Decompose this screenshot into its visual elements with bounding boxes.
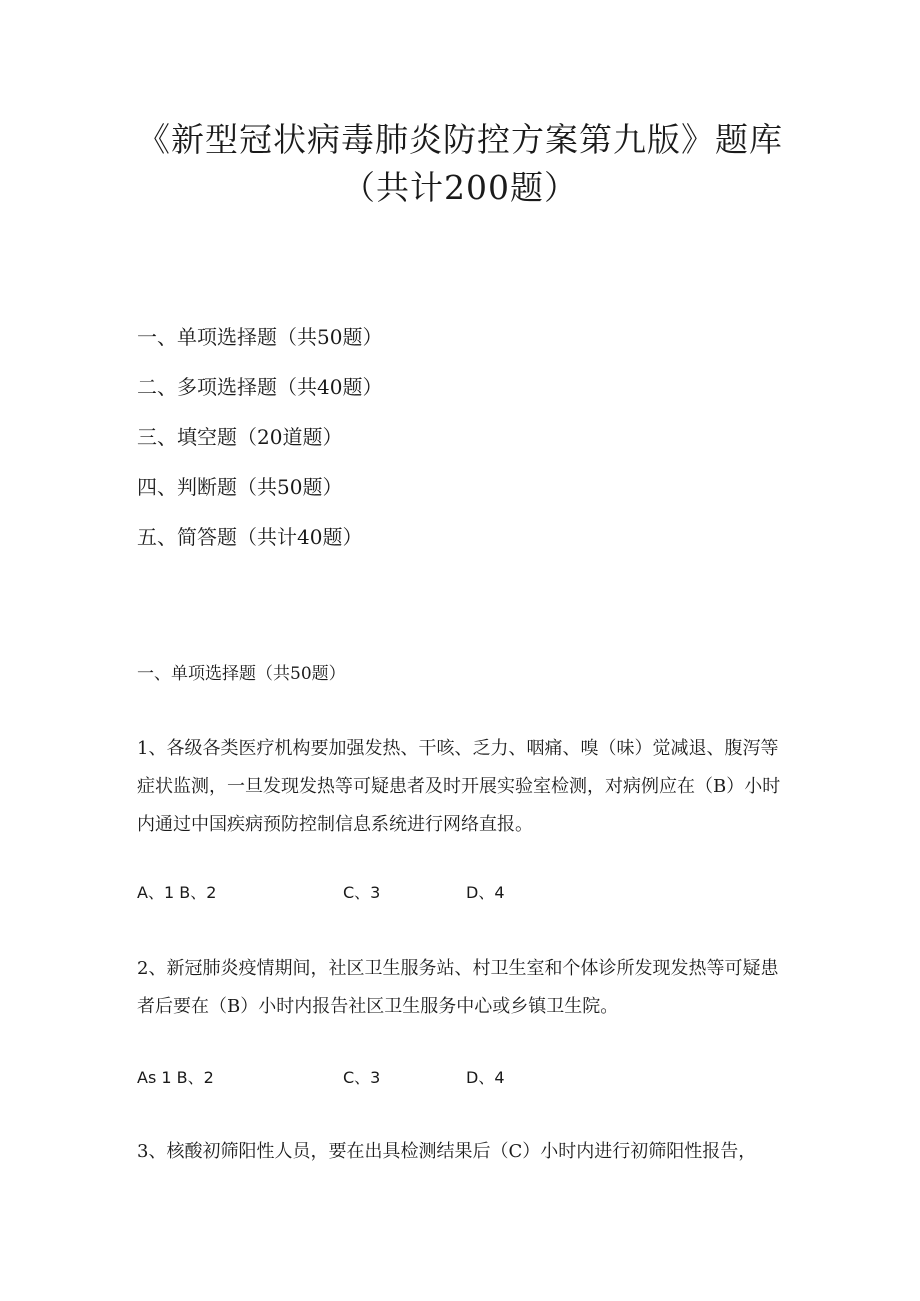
toc-item-single-choice: 一、单项选择题（共50题）: [137, 325, 383, 349]
option-d: D、4: [466, 1068, 505, 1087]
toc-item-multiple-choice: 二、多项选择题（共40题）: [137, 375, 383, 399]
toc-item-short-answer: 五、简答题（共计40题）: [137, 525, 363, 549]
toc-item-fill-in: 三、填空题（20道题）: [137, 425, 343, 449]
question-1: 1、各级各类医疗机构要加强发热、干咳、乏力、咽痛、嗅（味）觉减退、腹泻等症状监测，一旦发现发热等可疑患者及时开展实验室检测，对病例应在（B）小时内通过中国疾病预防控制信息系统进行网络直报。: [137, 738, 781, 835]
option-c: C、3: [343, 883, 381, 902]
question-2: 2、新冠肺炎疫情期间，社区卫生服务站、村卫生室和个体诊所发现发热等可疑患者后要在（B）小时内报告社区卫生服务中心或乡镇卫生院。: [137, 958, 779, 1017]
question-3: 3、核酸初筛阳性人员，要在出具检测结果后（C）小时内进行初筛阳性报告，: [137, 1141, 757, 1162]
option-a-b: A、1 B、2: [137, 883, 217, 902]
document-subtitle: （共计200题）: [342, 168, 578, 207]
document-title: 《新型冠状病毒肺炎防控方案第九版》题库: [137, 120, 783, 159]
section-heading: 一、单项选择题（共50题）: [137, 664, 346, 684]
question-1-options: [137, 878, 782, 908]
toc-item-true-false: 四、判断题（共50题）: [137, 475, 343, 499]
table-of-contents: [137, 320, 382, 570]
option-c: C、3: [343, 1068, 381, 1087]
option-d: D、4: [466, 883, 505, 902]
option-a-b: As 1 B、2: [137, 1068, 214, 1087]
question-2-options: [137, 1063, 782, 1093]
